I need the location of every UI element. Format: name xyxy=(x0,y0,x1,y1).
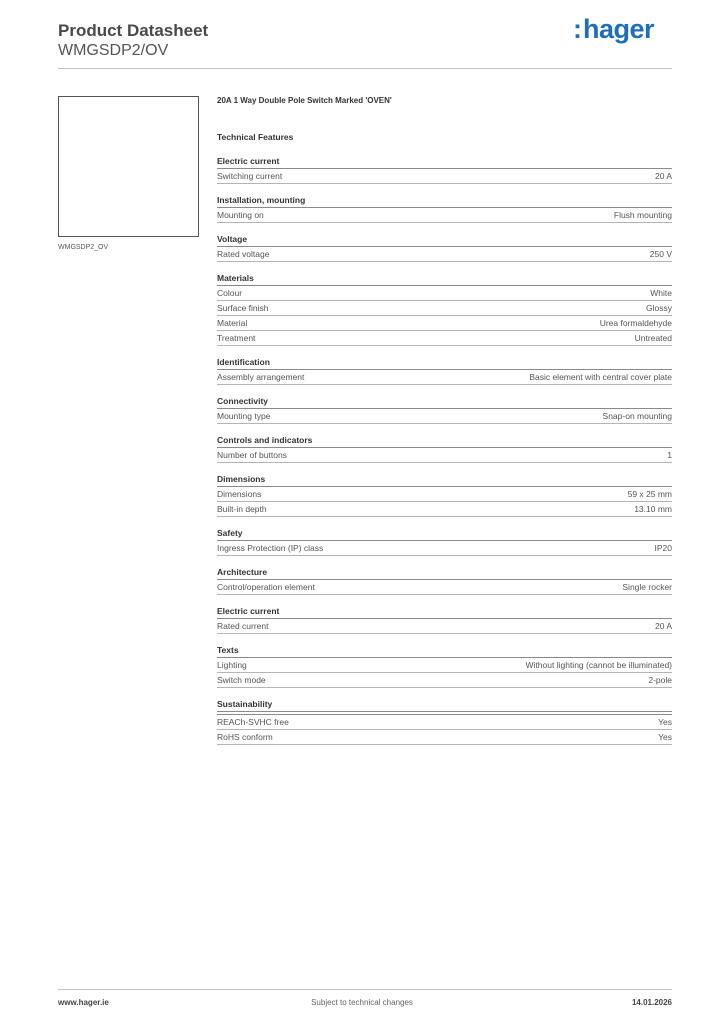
section-title: Dimensions xyxy=(217,474,672,487)
feature-label: Rated voltage xyxy=(217,249,270,259)
product-code: WMGSDP2/OV xyxy=(58,42,169,59)
feature-row xyxy=(217,730,672,745)
feature-value: Without lighting (cannot be illuminated) xyxy=(525,660,672,670)
feature-label: Switching current xyxy=(217,171,283,181)
feature-label: Colour xyxy=(217,288,243,298)
feature-value: 1 xyxy=(667,450,672,460)
feature-section xyxy=(217,234,672,262)
feature-section xyxy=(217,396,672,424)
section-title: Sustainability xyxy=(217,699,672,712)
feature-row xyxy=(217,580,672,595)
feature-row xyxy=(217,208,672,223)
feature-row xyxy=(217,169,672,184)
header-divider xyxy=(58,68,672,69)
feature-row xyxy=(217,487,672,502)
feature-label: Mounting on xyxy=(217,210,264,220)
feature-section xyxy=(217,357,672,385)
feature-value: 2-pole xyxy=(648,675,672,685)
section-title: Materials xyxy=(217,273,672,286)
feature-row xyxy=(217,619,672,634)
feature-row xyxy=(217,715,672,730)
feature-row xyxy=(217,448,672,463)
feature-value: 20 A xyxy=(654,621,672,631)
feature-row xyxy=(217,247,672,262)
feature-label: Control/operation element xyxy=(217,582,315,592)
logo-text: hager xyxy=(582,14,654,44)
product-image-placeholder xyxy=(58,96,199,237)
feature-row xyxy=(217,502,672,517)
feature-row xyxy=(217,301,672,316)
feature-section xyxy=(217,606,672,634)
feature-section xyxy=(217,435,672,463)
feature-section xyxy=(217,156,672,184)
feature-label: Ingress Protection (IP) class xyxy=(217,543,324,553)
product-description: 20A 1 Way Double Pole Switch Marked 'OVEN' xyxy=(217,96,392,105)
section-title: Installation, mounting xyxy=(217,195,672,208)
section-title: Voltage xyxy=(217,234,672,247)
feature-section xyxy=(217,528,672,556)
section-title: Architecture xyxy=(217,567,672,580)
logo-colon: : xyxy=(572,14,582,44)
footer-notice: Subject to technical changes xyxy=(311,998,413,1007)
footer-website: www.hager.ie xyxy=(58,998,109,1007)
feature-row xyxy=(217,541,672,556)
feature-section xyxy=(217,699,672,745)
feature-row xyxy=(217,316,672,331)
feature-row xyxy=(217,370,672,385)
feature-value: Glossy xyxy=(646,303,672,313)
feature-value: 20 A xyxy=(654,171,672,181)
feature-value: Yes xyxy=(658,717,672,727)
feature-label: Number of buttons xyxy=(217,450,287,460)
feature-section xyxy=(217,195,672,223)
feature-value: 250 V xyxy=(649,249,672,259)
feature-label: REACh-SVHC free xyxy=(217,717,289,727)
footer-divider xyxy=(58,989,672,990)
feature-label: Rated current xyxy=(217,621,269,631)
feature-value: Urea formaldehyde xyxy=(599,318,672,328)
section-title: Electric current xyxy=(217,156,672,169)
hager-logo xyxy=(573,14,654,45)
section-title: Controls and indicators xyxy=(217,435,672,448)
feature-label: Material xyxy=(217,318,248,328)
feature-section xyxy=(217,474,672,517)
feature-row xyxy=(217,286,672,301)
feature-label: Treatment xyxy=(217,333,256,343)
feature-label: RoHS conform xyxy=(217,732,273,742)
section-title: Electric current xyxy=(217,606,672,619)
feature-value: Flush mounting xyxy=(613,210,672,220)
feature-label: Assembly arrangement xyxy=(217,372,305,382)
feature-value: Basic element with central cover plate xyxy=(529,372,672,382)
document-header xyxy=(58,20,208,61)
section-title: Identification xyxy=(217,357,672,370)
feature-value: Untreated xyxy=(634,333,672,343)
feature-row xyxy=(217,409,672,424)
feature-value: 13.10 mm xyxy=(634,504,672,514)
feature-label: Dimensions xyxy=(217,489,262,499)
feature-label: Switch mode xyxy=(217,675,266,685)
feature-row xyxy=(217,331,672,346)
section-title: Texts xyxy=(217,645,672,658)
feature-label: Surface finish xyxy=(217,303,269,313)
feature-row xyxy=(217,658,672,673)
product-image-caption: WMGSDP2_OV xyxy=(58,244,109,251)
footer-date: 14.01.2026 xyxy=(631,998,672,1007)
section-title: Safety xyxy=(217,528,672,541)
feature-section xyxy=(217,645,672,688)
section-title: Connectivity xyxy=(217,396,672,409)
feature-value: Single rocker xyxy=(622,582,672,592)
feature-value: 59 x 25 mm xyxy=(627,489,672,499)
feature-label: Built-in depth xyxy=(217,504,267,514)
features-sections xyxy=(217,156,672,745)
feature-label: Mounting type xyxy=(217,411,271,421)
feature-value: IP20 xyxy=(654,543,672,553)
feature-value: Yes xyxy=(658,732,672,742)
feature-section xyxy=(217,273,672,346)
technical-features-title: Technical Features xyxy=(217,132,294,142)
feature-label: Lighting xyxy=(217,660,247,670)
feature-row xyxy=(217,673,672,688)
page-title: Product Datasheet xyxy=(58,21,209,40)
feature-section xyxy=(217,567,672,595)
feature-value: White xyxy=(650,288,672,298)
technical-content xyxy=(217,95,672,745)
feature-value: Snap-on mounting xyxy=(602,411,672,421)
